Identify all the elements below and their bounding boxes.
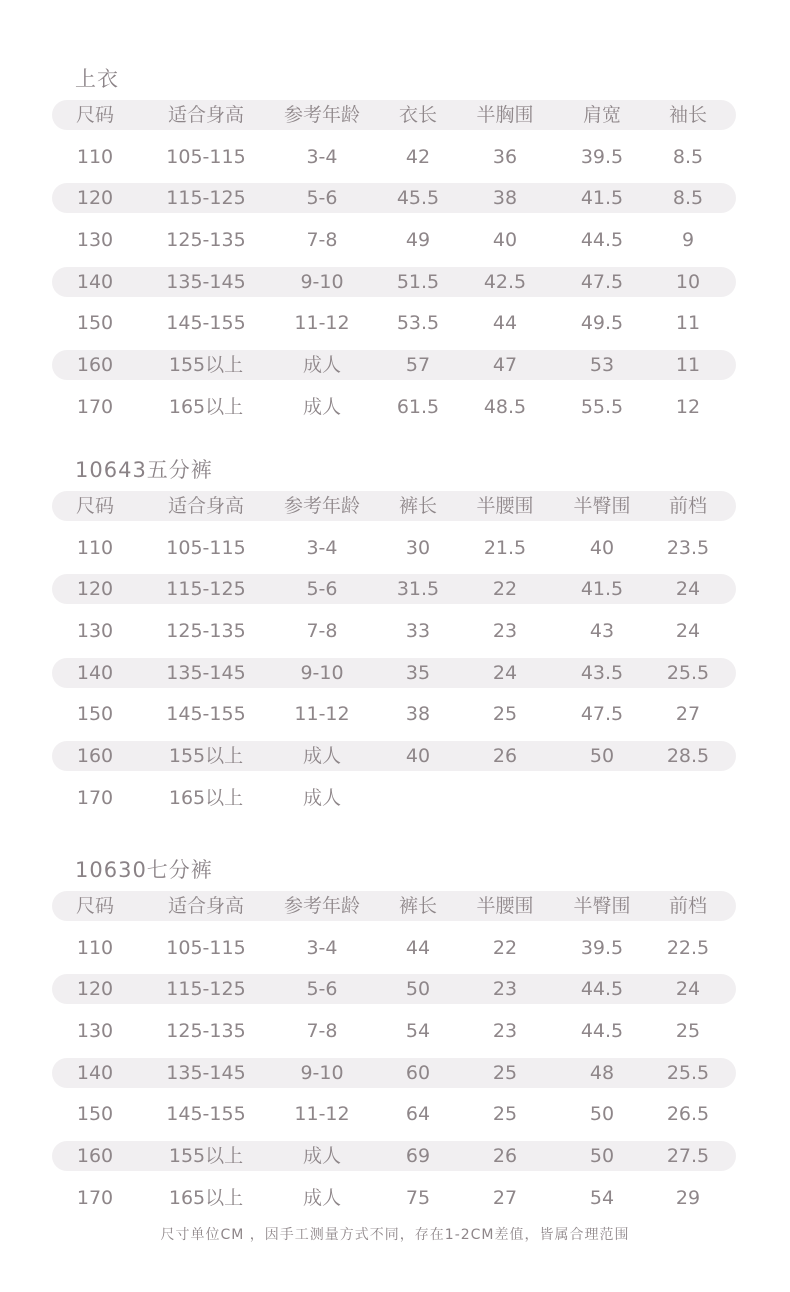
table-cell: 27: [492, 1187, 518, 1209]
table-cell: 23.5: [666, 537, 710, 559]
table-cell: 成人: [302, 1145, 341, 1167]
table-cell: 5-6: [306, 187, 338, 209]
table-row: [52, 350, 736, 380]
table-cell: 41.5: [580, 187, 624, 209]
table-row: [52, 1099, 736, 1129]
table-cell: 155以上: [168, 745, 244, 767]
table-cell: 3-4: [306, 537, 338, 559]
table-cell: 135-145: [166, 271, 246, 293]
table-cell: 50: [589, 745, 615, 767]
table-cell: 45.5: [396, 187, 440, 209]
table-cell: 9-10: [300, 1062, 344, 1084]
table-cell: 40: [405, 745, 431, 767]
column-header: 袖长: [668, 104, 707, 126]
table-cell: 155以上: [168, 1145, 244, 1167]
table-cell: 165以上: [168, 787, 244, 809]
column-header: 裤长: [398, 895, 437, 917]
table-cell: [562, 783, 642, 813]
table-cell: 24: [492, 662, 518, 684]
table-row: [52, 658, 736, 688]
column-header: 肩宽: [582, 104, 621, 126]
table-cell: 150: [76, 703, 114, 725]
column-header: 尺码: [75, 895, 114, 917]
table-cell: 44.5: [580, 1020, 624, 1042]
table-cell: 110: [76, 537, 114, 559]
table-cell: 26.5: [666, 1103, 710, 1125]
table-row: [52, 533, 736, 563]
table-cell: 25.5: [666, 662, 710, 684]
table-cell: 11-12: [294, 703, 350, 725]
column-header: 适合身高: [167, 495, 244, 517]
table-cell: 22.5: [666, 937, 710, 959]
table-cell: 140: [76, 662, 114, 684]
table-header-row: [52, 891, 736, 921]
table-cell: 26: [492, 1145, 518, 1167]
table-cell: 145-155: [166, 312, 246, 334]
table-cell: 44: [492, 312, 518, 334]
table-cell: 8.5: [672, 187, 704, 209]
table-cell: 43: [589, 620, 615, 642]
table-row: [52, 699, 736, 729]
table-cell: 23: [492, 620, 518, 642]
table-cell: 31.5: [396, 578, 440, 600]
table-cell: 170: [76, 396, 114, 418]
table-cell: 47.5: [580, 703, 624, 725]
table-cell: 110: [76, 146, 114, 168]
table-cell: 150: [76, 312, 114, 334]
section-title: 10630七分裤: [75, 858, 213, 882]
table-cell: 165以上: [168, 396, 244, 418]
table-cell: 39.5: [580, 146, 624, 168]
table-cell: 170: [76, 1187, 114, 1209]
table-cell: 145-155: [166, 1103, 246, 1125]
table-cell: 53.5: [396, 312, 440, 334]
table-row: [52, 183, 736, 213]
table-cell: 69: [405, 1145, 431, 1167]
table-cell: 115-125: [166, 978, 246, 1000]
table-cell: 36: [492, 146, 518, 168]
table-cell: 120: [76, 578, 114, 600]
column-header: 参考年龄: [283, 895, 360, 917]
table-cell: 170: [76, 787, 114, 809]
table-cell: 51.5: [396, 271, 440, 293]
table-header-row: [52, 100, 736, 130]
table-cell: 33: [405, 620, 431, 642]
table-row: [52, 1058, 736, 1088]
table-cell: 110: [76, 937, 114, 959]
table-cell: 27: [675, 703, 701, 725]
table-row: [52, 308, 736, 338]
table-cell: 55.5: [580, 396, 624, 418]
column-header: 适合身高: [167, 104, 244, 126]
table-cell: 23: [492, 1020, 518, 1042]
table-cell: [469, 783, 541, 813]
table-cell: 5-6: [306, 978, 338, 1000]
table-cell: 11-12: [294, 312, 350, 334]
table-cell: 11-12: [294, 1103, 350, 1125]
table-cell: 54: [405, 1020, 431, 1042]
table-cell: 28.5: [666, 745, 710, 767]
column-header: 参考年龄: [283, 104, 360, 126]
table-cell: 成人: [302, 354, 341, 376]
table-cell: 135-145: [166, 662, 246, 684]
table-cell: 115-125: [166, 187, 246, 209]
table-cell: [656, 783, 720, 813]
table-cell: 9: [681, 229, 695, 251]
column-header: 衣长: [398, 104, 437, 126]
table-cell: 61.5: [396, 396, 440, 418]
table-cell: 120: [76, 978, 114, 1000]
table-cell: 21.5: [483, 537, 527, 559]
table-cell: 10: [675, 271, 701, 293]
table-cell: 25: [492, 1103, 518, 1125]
table-cell: 47: [492, 354, 518, 376]
table-row: [52, 392, 736, 422]
table-cell: 50: [589, 1103, 615, 1125]
table-row: [52, 1016, 736, 1046]
table-cell: 42: [405, 146, 431, 168]
table-cell: 成人: [302, 787, 341, 809]
table-cell: 5-6: [306, 578, 338, 600]
table-cell: 3-4: [306, 146, 338, 168]
table-cell: 48: [589, 1062, 615, 1084]
table-cell: 38: [492, 187, 518, 209]
table-cell: 47.5: [580, 271, 624, 293]
table-cell: 38: [405, 703, 431, 725]
column-header: 半腰围: [476, 495, 534, 517]
table-row: [52, 783, 736, 813]
table-cell: 11: [675, 354, 701, 376]
table-cell: 7-8: [306, 620, 338, 642]
table-cell: 43.5: [580, 662, 624, 684]
table-cell: 50: [405, 978, 431, 1000]
table-cell: 120: [76, 187, 114, 209]
table-cell: 41.5: [580, 578, 624, 600]
table-cell: 135-145: [166, 1062, 246, 1084]
column-header: 参考年龄: [283, 495, 360, 517]
table-cell: 24: [675, 578, 701, 600]
column-header: 尺码: [75, 104, 114, 126]
table-row: [52, 933, 736, 963]
table-cell: 25: [492, 703, 518, 725]
table-row: [52, 225, 736, 255]
table-cell: 成人: [302, 396, 341, 418]
table-cell: 160: [76, 745, 114, 767]
table-cell: 44.5: [580, 978, 624, 1000]
table-cell: 140: [76, 1062, 114, 1084]
table-cell: 成人: [302, 1187, 341, 1209]
table-row: [52, 974, 736, 1004]
table-cell: 140: [76, 271, 114, 293]
table-row: [52, 741, 736, 771]
table-cell: 160: [76, 1145, 114, 1167]
table-cell: 3-4: [306, 937, 338, 959]
table-cell: 105-115: [166, 146, 246, 168]
table-cell: 25: [675, 1020, 701, 1042]
table-row: [52, 616, 736, 646]
table-cell: 11: [675, 312, 701, 334]
table-cell: 44: [405, 937, 431, 959]
table-cell: 35: [405, 662, 431, 684]
table-cell: 成人: [302, 745, 341, 767]
measurement-footnote: 尺寸单位CM ，因手工测量方式不同，存在1-2CM差值，皆属合理范围: [160, 1227, 630, 1243]
table-cell: 24: [675, 978, 701, 1000]
table-row: [52, 267, 736, 297]
table-cell: 130: [76, 1020, 114, 1042]
table-cell: 22: [492, 937, 518, 959]
table-header-row: [52, 491, 736, 521]
column-header: 前档: [668, 495, 707, 517]
table-cell: 165以上: [168, 1187, 244, 1209]
table-cell: 130: [76, 229, 114, 251]
table-cell: 40: [589, 537, 615, 559]
column-header: 裤长: [398, 495, 437, 517]
table-cell: 125-135: [166, 229, 246, 251]
table-cell: 30: [405, 537, 431, 559]
table-row: [52, 1141, 736, 1171]
column-header: 适合身高: [167, 895, 244, 917]
table-cell: 53: [589, 354, 615, 376]
column-header: 半腰围: [476, 895, 534, 917]
column-header: 前档: [668, 895, 707, 917]
table-cell: 54: [589, 1187, 615, 1209]
table-cell: 75: [405, 1187, 431, 1209]
table-cell: 24: [675, 620, 701, 642]
table-cell: 105-115: [166, 937, 246, 959]
table-cell: 160: [76, 354, 114, 376]
table-row: [52, 1183, 736, 1213]
table-cell: 26: [492, 745, 518, 767]
section-title: 上衣: [75, 67, 119, 91]
section-title: 10643五分裤: [75, 458, 213, 482]
table-cell: 115-125: [166, 578, 246, 600]
table-cell: 155以上: [168, 354, 244, 376]
table-cell: 27.5: [666, 1145, 710, 1167]
table-cell: 125-135: [166, 620, 246, 642]
table-row: [52, 574, 736, 604]
table-cell: 44.5: [580, 229, 624, 251]
table-cell: 8.5: [672, 146, 704, 168]
table-cell: [383, 783, 453, 813]
column-header: 半臀围: [573, 495, 631, 517]
table-cell: 130: [76, 620, 114, 642]
table-cell: 125-135: [166, 1020, 246, 1042]
table-cell: 7-8: [306, 1020, 338, 1042]
column-header: 尺码: [75, 495, 114, 517]
table-cell: 29: [675, 1187, 701, 1209]
table-cell: 60: [405, 1062, 431, 1084]
table-cell: 145-155: [166, 703, 246, 725]
table-cell: 57: [405, 354, 431, 376]
table-cell: 22: [492, 578, 518, 600]
table-cell: 12: [675, 396, 701, 418]
table-cell: 42.5: [483, 271, 527, 293]
table-cell: 9-10: [300, 662, 344, 684]
column-header: 半胸围: [476, 104, 534, 126]
table-cell: 49.5: [580, 312, 624, 334]
table-cell: 9-10: [300, 271, 344, 293]
table-row: [52, 142, 736, 172]
table-cell: 50: [589, 1145, 615, 1167]
table-cell: 105-115: [166, 537, 246, 559]
column-header: 半臀围: [573, 895, 631, 917]
table-cell: 48.5: [483, 396, 527, 418]
table-cell: 7-8: [306, 229, 338, 251]
table-cell: 25: [492, 1062, 518, 1084]
table-cell: 40: [492, 229, 518, 251]
table-cell: 150: [76, 1103, 114, 1125]
table-cell: 64: [405, 1103, 431, 1125]
table-cell: 25.5: [666, 1062, 710, 1084]
table-cell: 23: [492, 978, 518, 1000]
table-cell: 39.5: [580, 937, 624, 959]
table-cell: 49: [405, 229, 431, 251]
